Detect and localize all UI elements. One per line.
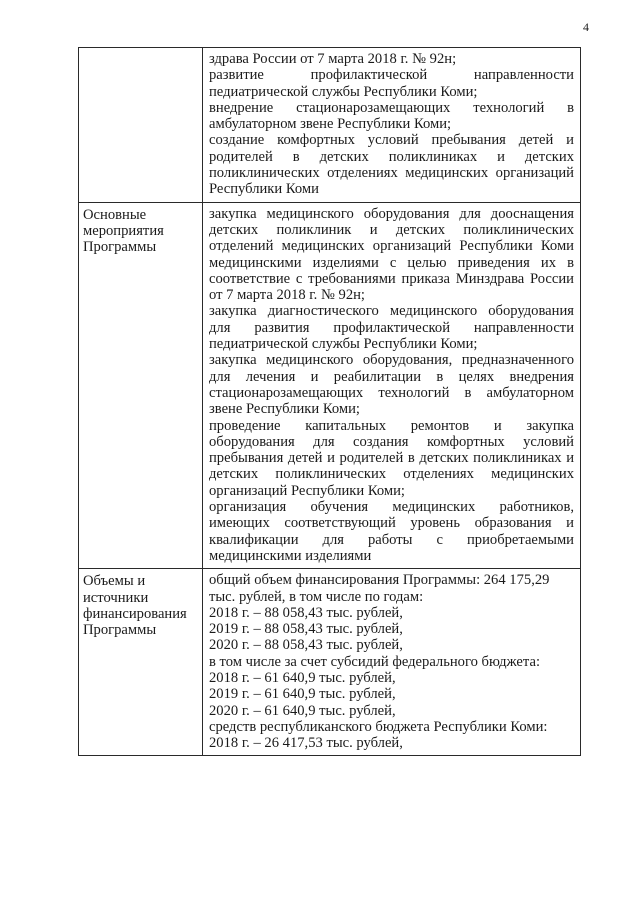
content-line: 2020 г. – 88 058,43 тыс. рублей, (209, 637, 403, 654)
content-line: 2018 г. – 61 640,9 тыс. рублей, (209, 669, 396, 686)
table-row (79, 48, 581, 203)
content-line: развитие профилактической направленности педиатрической службы Республики Коми; (209, 67, 574, 100)
content-line: организация обучения медицинских работников, имеющих соответствующий уровень образования и квалификации для работы с приобретаемыми медицинскими изделиями (209, 499, 574, 564)
content-line: 2018 г. – 88 058,43 тыс. рублей, (209, 604, 403, 621)
row-label (79, 48, 203, 203)
content-line: в том числе за счет субсидий федерального бюджета: (209, 653, 541, 670)
content-line: внедрение стационарозамещающих технологий в амбулаторном звене Республики Коми; (209, 99, 574, 133)
content-line: проведение капитальных ремонтов и закупка оборудования для создания комфортных условий пребывания детей и родителей в детских поликлиниках и детских поликлинических отделениях медицинских организаций Республики Коми; (209, 417, 574, 499)
content-line: закупка диагностического медицинского оборудования для развития профилактической направленности педиатрической службы Республики Коми; (209, 303, 574, 353)
content-line: общий объем финансирования Программы: 264 175,29 тыс. рублей, в том числе по годам: (209, 572, 550, 605)
content-line: 2019 г. – 61 640,9 тыс. рублей, (209, 686, 396, 703)
content-line: 2020 г. – 61 640,9 тыс. рублей, (209, 702, 396, 719)
table-row (79, 202, 581, 569)
row-content (203, 48, 581, 203)
content-line: здрава России от 7 марта 2018 г. № 92н; (209, 51, 457, 67)
row-content (203, 202, 581, 569)
content-line: средств республиканского бюджета Республики Коми: (209, 718, 548, 735)
row-label: Объемы и источники финансирования Программы (79, 569, 203, 756)
program-passport-table (78, 47, 581, 756)
row-label: Основные мероприятия Программы (79, 202, 203, 569)
page-number: 4 (583, 20, 589, 34)
content-line: 2018 г. – 26 417,53 тыс. рублей, (209, 735, 403, 752)
row-content (203, 569, 581, 756)
content-line: 2019 г. – 88 058,43 тыс. рублей, (209, 621, 403, 638)
content-line: закупка медицинского оборудования, предназначенного для лечения и реабилитации в целях внедрения стационарозамещающих технологий в амбулаторном звене Республики Коми; (209, 352, 574, 418)
content-line: создание комфортных условий пребывания детей и родителей в детских поликлиниках и детских поликлинических отделениях медицинских организаций Республики Коми (209, 132, 574, 198)
content-line: закупка медицинского оборудования для дооснащения детских поликлиник и детских поликлинических отделений медицинских организаций Республики Коми медицинскими изделиями с целью приведения их в соответствие с требованиями приказа Минздрава России от 7 марта 2018 г. № 92н; (209, 205, 574, 304)
table-row (79, 569, 581, 756)
